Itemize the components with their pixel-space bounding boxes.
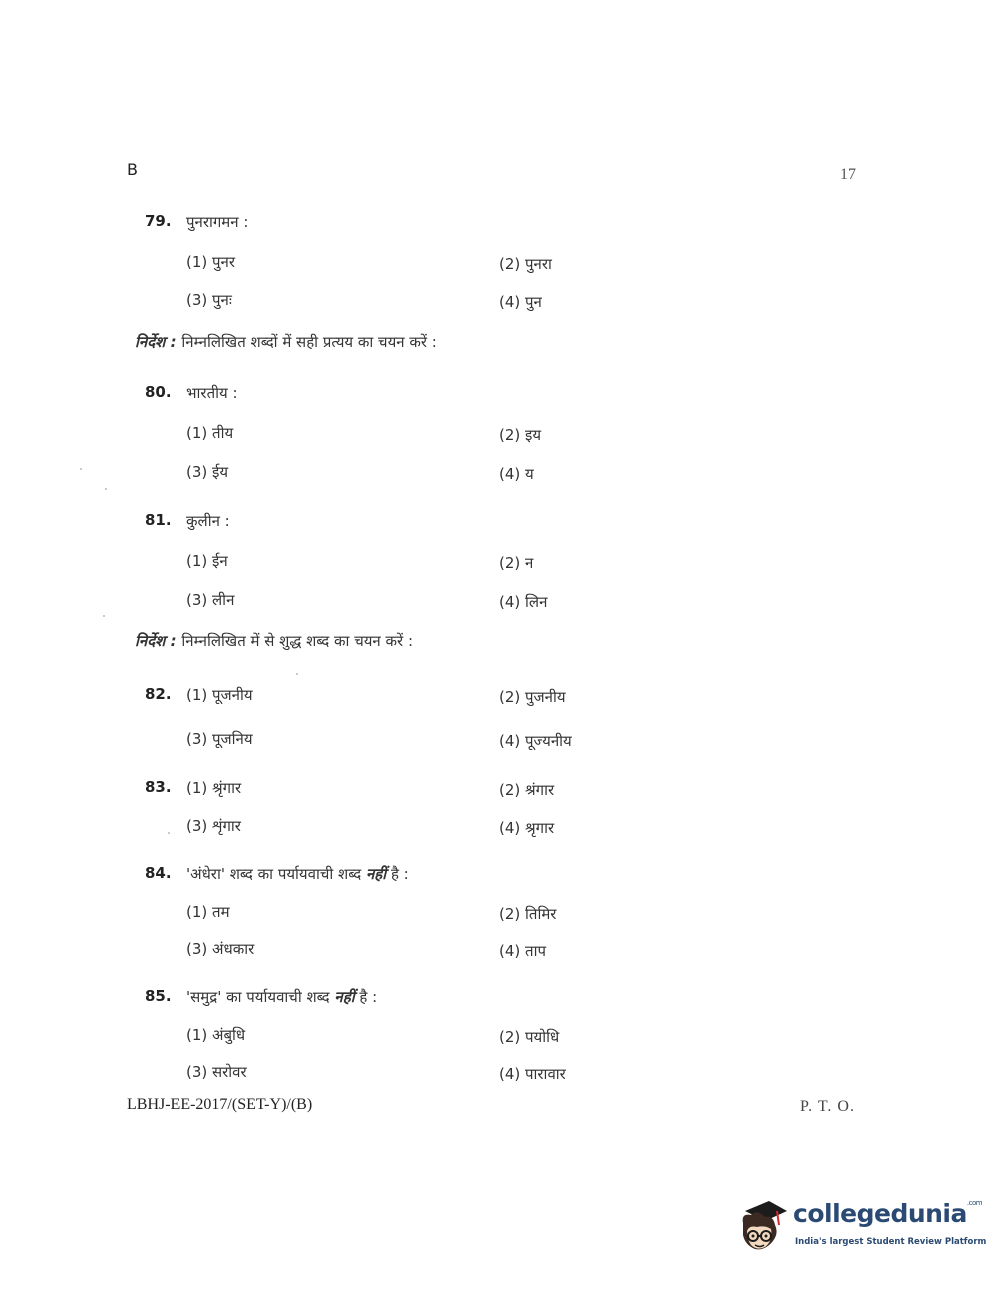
instruction-label: निर्देश : xyxy=(135,333,177,351)
logo-tagline: India's largest Student Review Platform xyxy=(795,1237,987,1247)
option-1: (1) श्रृंगार xyxy=(186,779,242,797)
option-3: (3) पूजनिय xyxy=(186,730,253,748)
question-text: पुनरागमन : xyxy=(186,213,249,231)
student-mascot-icon xyxy=(735,1199,789,1255)
question-text xyxy=(186,987,377,1007)
option-1: (1) तम xyxy=(186,903,230,921)
instruction-suffix xyxy=(135,332,437,352)
option-1: (1) पूजनीय xyxy=(186,686,253,704)
option-2: (2) पुनरा xyxy=(499,255,552,273)
option-2: (2) न xyxy=(499,554,534,572)
option-1: (1) पुनर xyxy=(186,253,235,271)
question-number: 79. xyxy=(145,212,172,230)
question-text-emphasis: नहीं xyxy=(365,865,387,883)
option-4: (4) पूज्यनीय xyxy=(499,732,572,750)
option-1: (1) अंबुधि xyxy=(186,1026,246,1044)
option-3: (3) पुनः xyxy=(186,291,232,309)
question-text-end: है : xyxy=(390,865,409,883)
instruction-spelling xyxy=(135,631,413,651)
option-2: (2) पुजनीय xyxy=(499,688,566,706)
option-2: (2) इय xyxy=(499,426,542,444)
scan-speck xyxy=(168,832,170,834)
option-3: (3) लीन xyxy=(186,591,235,609)
question-number: 81. xyxy=(145,511,172,529)
option-4: (4) ताप xyxy=(499,942,546,960)
set-letter: B xyxy=(127,160,138,179)
question-text-end: है : xyxy=(359,988,378,1006)
question-text-start: 'अंधेरा' शब्द का पर्यायवाची शब्द xyxy=(186,865,362,883)
option-4: (4) पारावार xyxy=(499,1065,566,1083)
logo-wordmark: collegedunia$^{.com}$ xyxy=(793,1199,983,1228)
option-2: (2) श्रंगार xyxy=(499,781,555,799)
instruction-text: निम्नलिखित शब्दों में सही प्रत्यय का चयन करें : xyxy=(181,333,437,351)
option-2: (2) पयोधि xyxy=(499,1028,560,1046)
question-text xyxy=(186,864,409,884)
question-number: 83. xyxy=(145,778,172,796)
option-3: (3) ईय xyxy=(186,463,229,481)
option-4: (4) य xyxy=(499,465,534,483)
scan-speck xyxy=(103,615,105,617)
please-turn-over: P. T. O. xyxy=(800,1098,855,1115)
option-3: (3) शृंगार xyxy=(186,817,241,835)
option-1: (1) तीय xyxy=(186,424,234,442)
question-text: कुलीन : xyxy=(186,512,230,530)
question-text-start: 'समुद्र' का पर्यायवाची शब्द xyxy=(186,988,330,1006)
option-3: (3) अंधकार xyxy=(186,940,255,958)
option-2: (2) तिमिर xyxy=(499,905,557,923)
option-4: (4) पुन xyxy=(499,293,542,311)
instruction-label: निर्देश : xyxy=(135,632,177,650)
paper-code: LBHJ-EE-2017/(SET-Y)/(B) xyxy=(127,1096,313,1113)
scan-speck xyxy=(105,488,107,490)
question-text-emphasis: नहीं xyxy=(334,988,355,1006)
question-number: 84. xyxy=(145,864,172,882)
collegedunia-logo xyxy=(735,1195,987,1260)
option-4: (4) लिन xyxy=(499,593,548,611)
question-number: 82. xyxy=(145,685,172,703)
scan-speck xyxy=(296,673,298,675)
question-text: भारतीय : xyxy=(186,384,238,402)
scan-speck xyxy=(80,468,82,470)
question-number: 85. xyxy=(145,987,172,1005)
option-3: (3) सरोवर xyxy=(186,1063,247,1081)
instruction-text: निम्नलिखित में से शुद्ध शब्द का चयन करें : xyxy=(181,632,414,650)
option-1: (1) ईन xyxy=(186,552,228,570)
option-4: (4) श्रृगार xyxy=(499,819,555,837)
question-number: 80. xyxy=(145,383,172,401)
page-number: 17 xyxy=(840,166,856,183)
